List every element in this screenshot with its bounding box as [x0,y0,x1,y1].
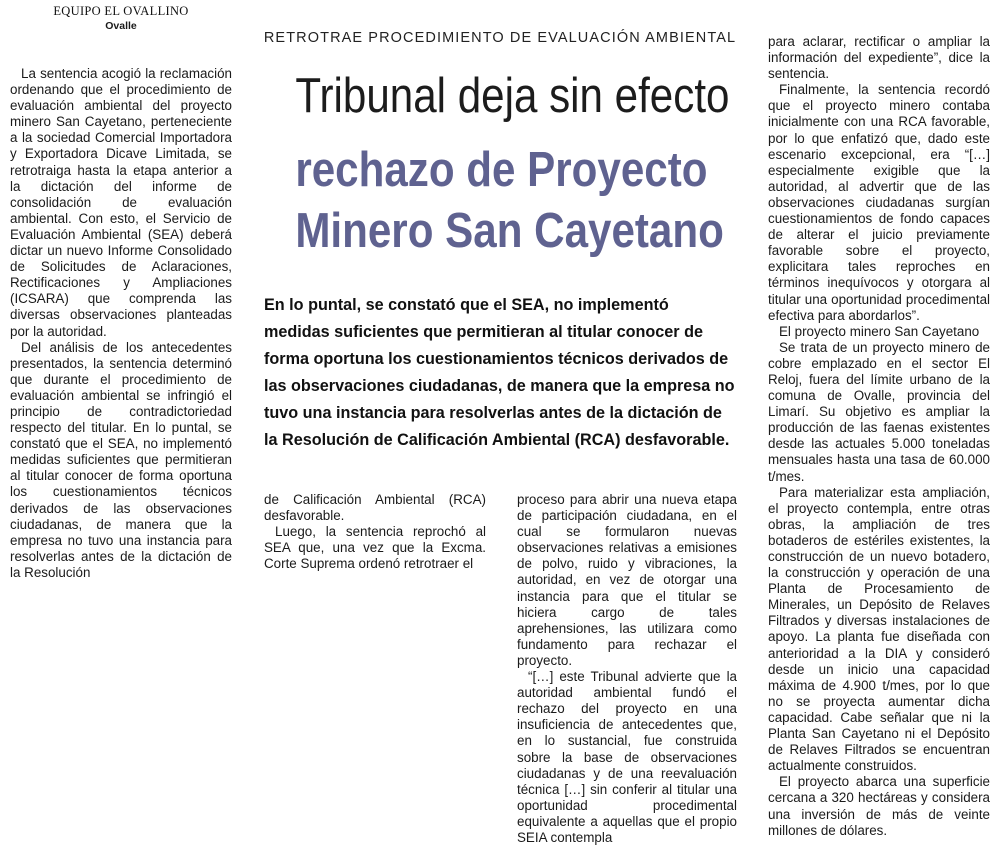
text-column-3 [517,492,737,846]
paragraph: proceso para abrir una nueva etapa de participación ciudadana, en el cual se formularon nuevas observaciones relativas a emisiones de polvo, ruido y vibraciones, la autoridad, en vez de otorgar una instancia para que el titular se hiciera cargo de tales aprehensiones, las utilizara como fundamento para rechazar el proyecto. [517,492,737,668]
paragraph: Se trata de un proyecto minero de cobre emplazado en el sector El Reloj, fuera del límite urbano de la comuna de Ovalle, provincia del Limarí. Su objetivo es ampliar la producción de las faenas existentes desde las actuales 5.000 toneladas mensuales hasta una tasa de 60.000 t/mes. [768,339,990,484]
byline-author: EQUIPO EL OVALLINO [53,4,189,18]
byline [10,4,232,32]
headline-line-1: Tribunal deja sin efecto [295,69,730,123]
article-lead: En lo puntal, se constató que el SEA, no implementó medidas suficientes que permitieran al titular conocer de forma oportuna los cuestionamientos técnicos derivados de las observaciones ciudadanas, de manera que la empresa no tuvo una instancia para resolverlas antes de la dictación de la Resolución de Calificación Ambiental (RCA) desfavorable. [264,296,735,449]
headline-line-3: Minero San Cayetano [295,204,724,258]
paragraph: para aclarar, rectificar o ampliar la información del expediente”, dice la sentencia. [768,34,990,82]
headline-line-2: rechazo de Proyecto [295,143,708,197]
text-column-1 [10,66,232,581]
paragraph: Luego, la sentencia reprochó al SEA que, una vez que la Excma. Corte Suprema ordenó retrotraer el [264,524,486,572]
text-column-2 [264,492,486,572]
paragraph: Finalmente, la sentencia recordó que el proyecto minero contaba inicialmente con una RCA favorable, por lo que enfatizó que, dado este escenario excepcional, era “[…] especialmente exigible que la autoridad, al advertir que de las observaciones ciudadanas surgían cuestionamientos de fondo capaces de alterar el juicio previamente favorable sobre el proyecto, explicitara tales reproches en términos inequívocos y otorgara al titular una oportunidad procedimental efectiva para abordarlos”. [768,82,990,323]
paragraph: El proyecto abarca una superficie cercana a 320 hectáreas y considera una inversión de más de veinte millones de dólares. [768,774,990,838]
article-kicker: RETROTRAE PROCEDIMIENTO DE EVALUACIÓN AMBIENTAL [263,30,737,46]
text-column-4 [768,34,990,839]
paragraph: “[…] este Tribunal advierte que la autoridad ambiental fundó el rechazo del proyecto en una insuficiencia de antecedentes que, en lo sustancial, fue construida sobre la base de observaciones ciudadanas y de una reevaluación técnica […] sin conferir al titular una oportunidad procedimental equivalente a aquellas que el propio SEIA contempla [517,669,737,845]
paragraph: La sentencia acogió la reclamación ordenando que el procedimiento de evaluación ambiental del proyecto minero San Cayetano, perteneciente a la sociedad Comercial Importadora y Exportadora Dicave Limitada, se retrotraiga hasta la etapa anterior a la dictación del informe de consolidación de evaluación ambiental. Con esto, el Servicio de Evaluación Ambiental (SEA) deberá dictar un nuevo Informe Consolidado de Solicitudes de Aclaraciones, Rectificaciones y Ampliaciones (ICSARA) que comprenda las diversas observaciones planteadas por la autoridad. [10,66,232,339]
paragraph: Para materializar esta ampliación, el proyecto contempla, entre otras obras, la ampliación de tres botaderos de estériles existentes, la construcción de un nuevo botadero, la construcción y operación de una Planta de Procesamiento de Minerales, un Depósito de Relaves Filtrados y diversas instalaciones de apoyo. La planta fue diseñada con anterioridad a la DIA y consideró desde un inicio una capacidad máxima de 4.900 t/mes, por lo que no se proyecta aumentar dicha capacidad. Cabe señalar que ni la Planta San Cayetano ni el Depósito de Relaves Filtrados se encuentran actualmente construidos. [768,484,990,774]
paragraph: de Calificación Ambiental (RCA) desfavorable. [264,492,486,524]
paragraph: Del análisis de los antecedentes presentados, la sentencia determinó que durante el procedimiento de evaluación ambiental se infringió el principio de contradictoriedad respecto del titular. En lo puntal, se constató que el SEA, no implementó medidas suficientes que permitieran al titular conocer de forma oportuna los cuestionamientos técnicos derivados de las observaciones ciudadanas, de manera que la empresa no tuvo una instancia para resolverlas antes de la dictación de la Resolución [10,339,232,580]
subheading: El proyecto minero San Cayetano [779,323,980,339]
byline-city: Ovalle [105,20,137,32]
